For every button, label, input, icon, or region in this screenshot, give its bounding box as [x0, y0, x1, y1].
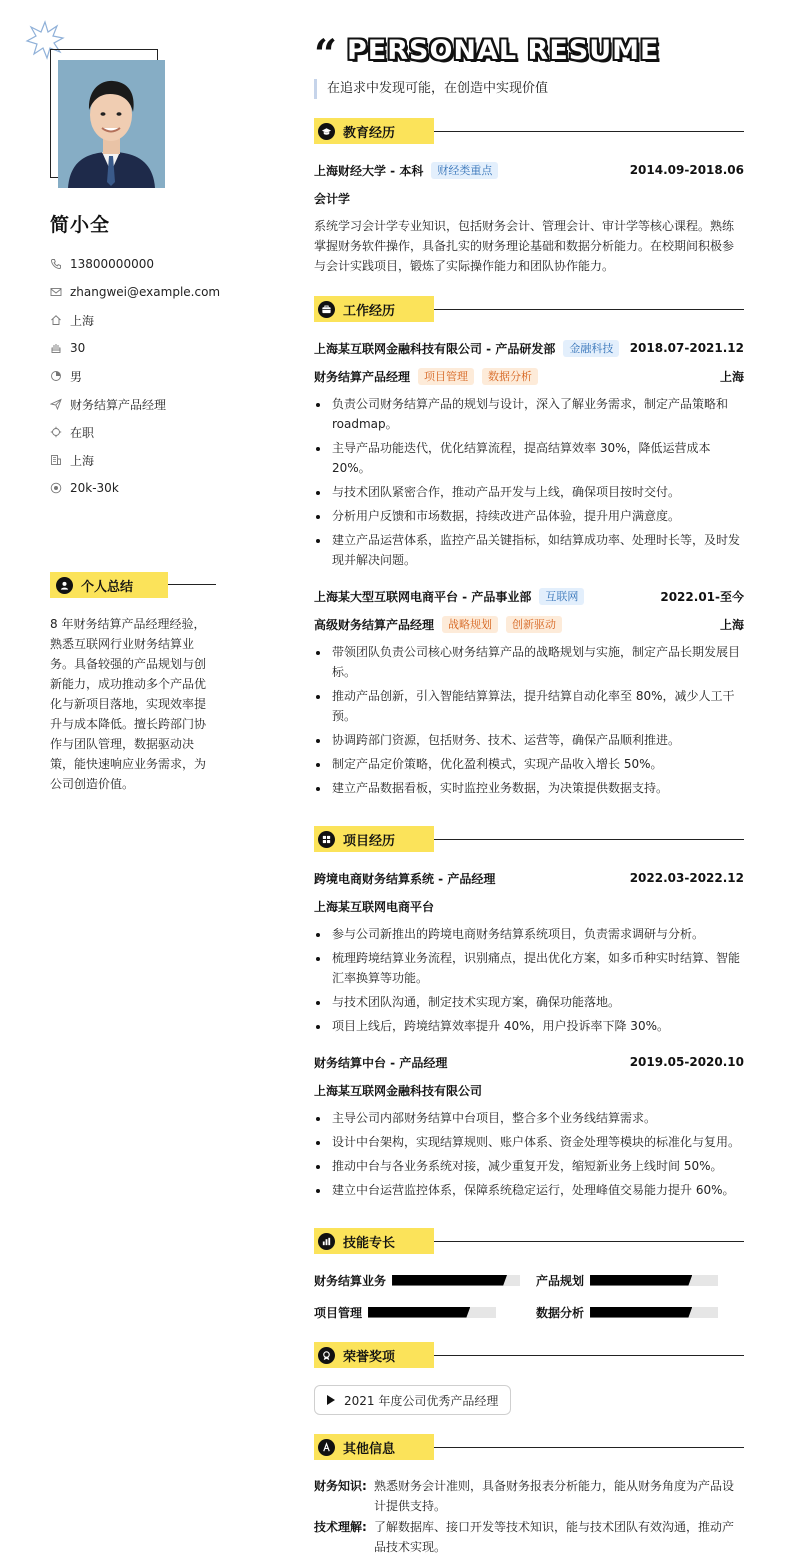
- skill-bar: [368, 1307, 496, 1318]
- job-industry-tag: 金融科技: [563, 340, 619, 357]
- info-icon: [318, 1439, 335, 1456]
- skill-item: [314, 1302, 496, 1322]
- project-2-header: [314, 1052, 744, 1072]
- list-item: 建立中台运营监控体系，保障系统稳定运行，处理峰值交易能力提升 60%。: [314, 1180, 744, 1200]
- divider: [434, 1447, 744, 1448]
- skill-bar: [590, 1307, 718, 1318]
- project-org: 上海某互联网金融科技有限公司: [314, 1083, 483, 1098]
- honors-title: 荣誉奖项: [343, 1349, 396, 1365]
- other-info-label: 技术理解:: [314, 1520, 367, 1534]
- info-status: [50, 418, 240, 446]
- education-date: 2014.09-2018.06: [629, 163, 744, 177]
- job-2-header: [314, 586, 744, 606]
- info-gender: [50, 362, 240, 390]
- education-section-header: [314, 118, 744, 144]
- honors-section-header: [314, 1342, 744, 1368]
- job-company: 上海某互联网金融科技有限公司 - 产品研发部: [314, 341, 556, 356]
- sidebar: [0, 0, 250, 1557]
- play-icon: [327, 1395, 335, 1405]
- summary-title: 个人总结: [81, 579, 134, 595]
- skill-bar-fill: [590, 1307, 692, 1318]
- other-info-row: [314, 1517, 744, 1557]
- building-icon: [50, 454, 62, 466]
- list-item: 主导产品功能迭代，优化结算流程，提高结算效率 30%，降低运营成本20%。: [314, 438, 744, 478]
- info-email: [50, 278, 240, 306]
- other-section-header: [314, 1434, 744, 1460]
- school-tag: 财经类重点: [431, 162, 498, 179]
- divider: [434, 1241, 744, 1242]
- graduation-cap-icon: [318, 123, 335, 140]
- status-icon: [50, 426, 62, 438]
- divider: [168, 584, 216, 585]
- project-name: 跨境电商财务结算系统 - 产品经理: [314, 871, 496, 886]
- job-role: 高级财务结算产品经理: [314, 617, 435, 632]
- list-item: 协调跨部门资源，包括财务、技术、运营等，确保产品顺利推进。: [314, 730, 744, 750]
- home-text: 上海: [70, 313, 95, 328]
- project-2-org-row: [314, 1080, 744, 1100]
- divider: [434, 839, 744, 840]
- grid-icon: [318, 831, 335, 848]
- city-text: 上海: [70, 453, 95, 468]
- list-item: 建立产品数据看板，实时监控业务数据，为决策提供数据支持。: [314, 778, 744, 798]
- job-location: 上海: [719, 617, 744, 632]
- list-item: 参与公司新推出的跨境电商财务结算系统项目，负责需求调研与分析。: [314, 924, 744, 944]
- projects-section-header: [314, 826, 744, 852]
- send-icon: [50, 398, 62, 410]
- summary-section-header: [50, 572, 216, 598]
- list-item: 推动产品创新，引入智能结算算法，提升结算自动化率至 80%，减少人工干预。: [314, 686, 744, 726]
- info-position: [50, 390, 240, 418]
- job-2-bullets: [314, 642, 744, 802]
- motto: 在追求中发现可能，在创造中实现价值: [314, 79, 548, 99]
- info-city: [50, 446, 240, 474]
- award-item: [314, 1385, 511, 1415]
- quote-mark: “: [314, 31, 338, 78]
- skills-section-header: [314, 1228, 744, 1254]
- list-item: 推动中台与各业务系统对接，减少重复开发，缩短新业务上线时间 50%。: [314, 1156, 744, 1176]
- work-section-header: [314, 296, 744, 322]
- job-1-header: [314, 338, 744, 358]
- contact-info-list: [50, 250, 240, 502]
- project-1-bullets: [314, 924, 744, 1040]
- divider: [434, 1355, 744, 1356]
- status-text: 在职: [70, 425, 95, 440]
- cake-icon: [50, 342, 62, 354]
- list-item: 主导公司内部财务结算中台项目，整合多个业务线结算需求。: [314, 1108, 744, 1128]
- other-info-text: 熟悉财务会计准则，具备财务报表分析能力，能从财务角度为产品设计提供支持。: [374, 1479, 735, 1513]
- skill-item: [314, 1270, 520, 1290]
- project-name: 财务结算中台 - 产品经理: [314, 1055, 448, 1070]
- project-1-header: [314, 868, 744, 888]
- skill-bar-fill: [368, 1307, 470, 1318]
- summary-text: 8 年财务结算产品经理经验，熟悉互联网行业财务结算业务。具备较强的产品规划与创新能力，成功推动多个产品优化与新项目落地，实现效率提升与成本降低。擅长跨部门协作与团队管理，数据驱动决策，能快速响应业务需求，为公司创造价值。: [50, 617, 207, 791]
- job-location: 上海: [719, 369, 744, 384]
- project-2-bullets: [314, 1108, 744, 1204]
- project-date: 2022.03-2022.12: [629, 871, 744, 885]
- list-item: 负责公司财务结算产品的规划与设计，深入了解业务需求，制定产品策略和roadmap。: [314, 394, 744, 434]
- list-item: 与技术团队沟通，制定技术实现方案，确保功能落地。: [314, 992, 744, 1012]
- resume-title: [314, 30, 660, 78]
- project-1-org-row: [314, 896, 744, 916]
- coin-icon: [50, 482, 62, 494]
- other-info-row: [314, 1476, 744, 1516]
- other-title: 其他信息: [343, 1441, 396, 1457]
- major-row: [314, 188, 744, 208]
- list-item: 与技术团队紧密合作，推动产品开发与上线，确保项目按时交付。: [314, 482, 744, 502]
- info-age: [50, 334, 240, 362]
- bar-chart-icon: [318, 1233, 335, 1250]
- user-icon: [56, 577, 73, 594]
- skill-name: 数据分析: [536, 1305, 585, 1320]
- skill-bar: [590, 1275, 718, 1286]
- other-info-label: 财务知识:: [314, 1479, 367, 1493]
- job-2-role-row: [314, 614, 744, 634]
- divider: [434, 309, 744, 310]
- project-org: 上海某互联网电商平台: [314, 899, 435, 914]
- position-text: 财务结算产品经理: [70, 397, 167, 412]
- job-skill-tag: 创新驱动: [506, 616, 562, 633]
- email-text: zhangwei@example.com: [70, 285, 221, 299]
- phone-text: 13800000000: [70, 257, 154, 271]
- info-home: [50, 306, 240, 334]
- list-item: 设计中台架构，实现结算规则、账户体系、资金处理等模块的标准化与复用。: [314, 1132, 744, 1152]
- work-title: 工作经历: [343, 303, 396, 319]
- list-item: 建立产品运营体系，监控产品关键指标，如结算成功率、处理时长等，及时发现并解决问题。: [314, 530, 744, 570]
- other-info-list: [314, 1476, 744, 1557]
- briefcase-icon: [318, 301, 335, 318]
- job-role: 财务结算产品经理: [314, 369, 411, 384]
- age-text: 30: [70, 341, 86, 355]
- gender-text: 男: [70, 369, 83, 384]
- candidate-name: 简小全: [50, 214, 111, 236]
- skill-item: [536, 1270, 718, 1290]
- job-date: 2022.01-至今: [660, 589, 744, 604]
- skill-bar-fill: [590, 1275, 692, 1286]
- skill-name: 项目管理: [314, 1305, 363, 1320]
- skill-bar-fill: [392, 1275, 507, 1286]
- home-icon: [50, 314, 62, 326]
- phone-icon: [50, 258, 62, 270]
- education-title: 教育经历: [343, 125, 396, 141]
- job-company: 上海某大型互联网电商平台 - 产品事业部: [314, 589, 532, 604]
- job-skill-tag: 战略规划: [442, 616, 498, 633]
- job-date: 2018.07-2021.12: [629, 341, 744, 355]
- job-1-bullets: [314, 394, 744, 574]
- skill-name: 产品规划: [536, 1273, 585, 1288]
- list-item: 带领团队负责公司核心财务结算产品的战略规划与实施，制定产品长期发展目标。: [314, 642, 744, 682]
- salary-text: 20k-30k: [70, 481, 119, 495]
- info-salary: [50, 474, 240, 502]
- job-skill-tag: 数据分析: [482, 368, 538, 385]
- list-item: 项目上线后，跨境结算效率提升 40%，用户投诉率下降 30%。: [314, 1016, 744, 1036]
- gender-icon: [50, 370, 62, 382]
- award-icon: [318, 1347, 335, 1364]
- divider: [434, 131, 744, 132]
- skill-bar: [392, 1275, 520, 1286]
- projects-title: 项目经历: [343, 833, 396, 849]
- avatar: [58, 60, 165, 188]
- education-row: [314, 160, 744, 180]
- education-description: 系统学习会计学专业知识，包括财务会计、管理会计、审计学等核心课程。熟练掌握财务软件操作，具备扎实的财务理论基础和数据分析能力。在校期间积极参与会计实践项目，锻炼了实际操作能力和团队协作能力。: [314, 219, 735, 273]
- mail-icon: [50, 286, 62, 298]
- info-phone: [50, 250, 240, 278]
- person-silhouette-icon: [58, 60, 165, 188]
- page-title: PERSONAL RESUME: [347, 34, 660, 66]
- list-item: 分析用户反馈和市场数据，持续改进产品体验，提升用户满意度。: [314, 506, 744, 526]
- award-text: 2021 年度公司优秀产品经理: [344, 1393, 499, 1408]
- job-skill-tag: 项目管理: [418, 368, 474, 385]
- skill-name: 财务结算业务: [314, 1273, 387, 1288]
- other-info-text: 了解数据库、接口开发等技术知识，能与技术团队有效沟通，推动产品技术实现。: [374, 1520, 735, 1554]
- job-1-role-row: [314, 366, 744, 386]
- skill-item: [536, 1302, 718, 1322]
- skills-title: 技能专长: [343, 1235, 396, 1251]
- project-date: 2019.05-2020.10: [629, 1055, 744, 1069]
- list-item: 梳理跨境结算业务流程，识别痛点，提出优化方案，如多币种实时结算、智能汇率换算等功能。: [314, 948, 744, 988]
- major: 会计学: [314, 191, 351, 206]
- school-name: 上海财经大学 - 本科: [314, 163, 424, 178]
- job-industry-tag: 互联网: [539, 588, 584, 605]
- list-item: 制定产品定价策略，优化盈利模式，实现产品收入增长 50%。: [314, 754, 744, 774]
